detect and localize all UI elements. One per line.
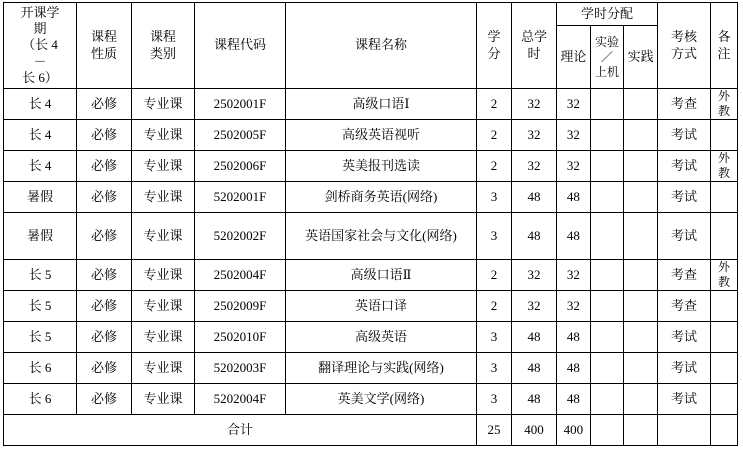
- header-cell-credit: [477, 3, 512, 89]
- cell-practice: [624, 89, 658, 120]
- cell-nature: 必修: [77, 151, 132, 182]
- cell-remark: [711, 260, 738, 291]
- cell-total-hours: 48: [512, 353, 557, 384]
- cell-remark: [711, 89, 738, 120]
- cell-remark-line-1: 外: [717, 260, 730, 274]
- cell-category: 专业课: [132, 322, 195, 353]
- cell-credit: 2: [477, 291, 512, 322]
- header-cell-name: 课程名称: [286, 3, 477, 89]
- cell-theory: 32: [557, 260, 591, 291]
- cell-term: 暑假: [4, 182, 77, 213]
- cell-assessment: 考试: [658, 120, 711, 151]
- cell-nature: 必修: [77, 322, 132, 353]
- cell-category: 专业课: [132, 89, 195, 120]
- cell-total-hours: 400: [512, 415, 557, 446]
- cell-category: 专业课: [132, 353, 195, 384]
- header-category-line-2: 类别: [149, 45, 176, 61]
- cell-name: 高级口语Ⅰ: [286, 89, 477, 120]
- table-row: [4, 353, 738, 384]
- table-row: [4, 151, 738, 182]
- header-term-line-1: 开课学: [20, 4, 60, 20]
- table-row: [4, 89, 738, 120]
- cell-total-lab: [590, 415, 624, 446]
- cell-lab: [590, 120, 624, 151]
- cell-assessment: 考试: [658, 151, 711, 182]
- header-practice-label: 实践: [627, 48, 654, 64]
- cell-term: 长 4: [4, 89, 77, 120]
- cell-code: 5202004F: [195, 384, 286, 415]
- cell-total-credit: 25: [477, 415, 512, 446]
- cell-nature: 必修: [77, 260, 132, 291]
- cell-name: 英美报刊选读: [286, 151, 477, 182]
- cell-nature: 必修: [77, 213, 132, 260]
- cell-total-hours: 32: [512, 151, 557, 182]
- cell-name: 翻译理论与实践(网络): [286, 353, 477, 384]
- cell-term: 长 6: [4, 353, 77, 384]
- header-credit-line-1: 学: [487, 29, 501, 45]
- header-remark-line-2: 注: [717, 45, 731, 61]
- cell-assessment: 考试: [658, 213, 711, 260]
- cell-lab: [590, 384, 624, 415]
- cell-total-practice: [624, 415, 658, 446]
- cell-practice: [624, 151, 658, 182]
- cell-practice: [624, 182, 658, 213]
- cell-assessment: 考试: [658, 384, 711, 415]
- cell-total-hours: 48: [512, 182, 557, 213]
- cell-lab: [590, 260, 624, 291]
- cell-theory: 32: [557, 89, 591, 120]
- cell-practice: [624, 120, 658, 151]
- cell-total-theory: 400: [557, 415, 591, 446]
- header-total-hours-line-1: 总学: [520, 29, 547, 45]
- table-row: [4, 260, 738, 291]
- header-cell-theory: 理论: [557, 26, 591, 89]
- cell-theory: 48: [557, 182, 591, 213]
- table-row: [4, 213, 738, 260]
- cell-lab: [590, 151, 624, 182]
- cell-credit: 2: [477, 260, 512, 291]
- cell-assessment: 考试: [658, 322, 711, 353]
- cell-credit: 2: [477, 151, 512, 182]
- cell-credit: 3: [477, 353, 512, 384]
- cell-code: 2502004F: [195, 260, 286, 291]
- cell-remark-line-1: 外: [717, 89, 730, 103]
- header-row-1: [4, 3, 738, 26]
- cell-name: 高级口语Ⅱ: [286, 260, 477, 291]
- course-plan-table: [3, 2, 738, 446]
- cell-credit: 3: [477, 384, 512, 415]
- cell-total-remark: [711, 415, 738, 446]
- cell-total-hours: 48: [512, 384, 557, 415]
- cell-remark: [711, 182, 738, 213]
- cell-total-hours: 48: [512, 322, 557, 353]
- cell-term: 长 5: [4, 322, 77, 353]
- cell-remark: [711, 353, 738, 384]
- cell-remark-line-2: 教: [717, 166, 730, 180]
- cell-practice: [624, 384, 658, 415]
- table-row: [4, 182, 738, 213]
- cell-assessment: 考试: [658, 182, 711, 213]
- header-cell-assessment: [658, 3, 711, 89]
- header-lab-line-1: 实验: [594, 34, 619, 49]
- cell-assessment: 考试: [658, 353, 711, 384]
- cell-remark: [711, 213, 738, 260]
- cell-term: 长 5: [4, 291, 77, 322]
- header-lab-line-3: 上机: [594, 64, 619, 79]
- cell-total-hours: 32: [512, 120, 557, 151]
- cell-total-assessment: [658, 415, 711, 446]
- cell-name: 高级英语视听: [286, 120, 477, 151]
- cell-theory: 48: [557, 353, 591, 384]
- cell-remark: [711, 384, 738, 415]
- cell-practice: [624, 353, 658, 384]
- cell-theory: 48: [557, 384, 591, 415]
- cell-code: 2502005F: [195, 120, 286, 151]
- cell-code: 5202002F: [195, 213, 286, 260]
- cell-nature: 必修: [77, 120, 132, 151]
- header-cell-lab: [590, 26, 624, 89]
- header-cell-nature: [77, 3, 132, 89]
- cell-remark: [711, 151, 738, 182]
- cell-name: 高级英语: [286, 322, 477, 353]
- table-body: [4, 89, 738, 446]
- header-lab-line-2: ／: [600, 49, 613, 64]
- header-nature-line-1: 课程: [90, 29, 117, 45]
- cell-assessment: 考查: [658, 260, 711, 291]
- cell-practice: [624, 213, 658, 260]
- cell-theory: 32: [557, 291, 591, 322]
- cell-lab: [590, 213, 624, 260]
- cell-remark: [711, 291, 738, 322]
- cell-term: 长 4: [4, 120, 77, 151]
- table-row: [4, 120, 738, 151]
- cell-assessment: 考查: [658, 89, 711, 120]
- cell-total-hours: 48: [512, 213, 557, 260]
- cell-category: 专业课: [132, 182, 195, 213]
- cell-practice: [624, 322, 658, 353]
- cell-assessment: 考查: [658, 291, 711, 322]
- cell-theory: 48: [557, 213, 591, 260]
- cell-name: 英语口译: [286, 291, 477, 322]
- cell-code: 2502001F: [195, 89, 286, 120]
- cell-lab: [590, 322, 624, 353]
- cell-practice: [624, 260, 658, 291]
- header-term-line-5: 长 6）: [22, 69, 58, 85]
- cell-total-hours: 32: [512, 260, 557, 291]
- cell-code: 2502010F: [195, 322, 286, 353]
- header-total-hours-line-2: 时: [527, 45, 541, 61]
- cell-remark-line-1: 外: [717, 151, 730, 165]
- cell-nature: 必修: [77, 353, 132, 384]
- table-row: [4, 384, 738, 415]
- header-nature-line-2: 性质: [90, 45, 117, 61]
- cell-theory: 32: [557, 151, 591, 182]
- cell-category: 专业课: [132, 151, 195, 182]
- cell-term: 暑假: [4, 213, 77, 260]
- cell-code: 2502006F: [195, 151, 286, 182]
- cell-practice: [624, 291, 658, 322]
- table-row: [4, 291, 738, 322]
- cell-total-label: 合计: [4, 415, 477, 446]
- cell-category: 专业课: [132, 260, 195, 291]
- header-remark-line-1: 各: [717, 29, 731, 45]
- cell-nature: 必修: [77, 291, 132, 322]
- header-cell-category: [132, 3, 195, 89]
- header-term-line-3: （长 4: [22, 37, 58, 53]
- cell-nature: 必修: [77, 384, 132, 415]
- table-total-row: [4, 415, 738, 446]
- cell-code: 5202001F: [195, 182, 286, 213]
- cell-credit: 3: [477, 182, 512, 213]
- cell-category: 专业课: [132, 213, 195, 260]
- cell-remark-line-2: 教: [717, 275, 730, 289]
- cell-remark: [711, 120, 738, 151]
- cell-theory: 48: [557, 322, 591, 353]
- cell-category: 专业课: [132, 120, 195, 151]
- cell-remark: [711, 322, 738, 353]
- cell-nature: 必修: [77, 182, 132, 213]
- cell-lab: [590, 353, 624, 384]
- cell-term: 长 6: [4, 384, 77, 415]
- header-term-line-2: 期: [33, 21, 47, 37]
- cell-credit: 3: [477, 322, 512, 353]
- cell-remark-line-2: 教: [717, 104, 730, 118]
- header-cell-total-hours: [512, 3, 557, 89]
- cell-total-hours: 32: [512, 291, 557, 322]
- header-cell-allocation: 学时分配: [557, 3, 658, 26]
- cell-lab: [590, 89, 624, 120]
- header-cell-term: [4, 3, 77, 89]
- cell-lab: [590, 182, 624, 213]
- cell-term: 长 5: [4, 260, 77, 291]
- cell-theory: 32: [557, 120, 591, 151]
- cell-nature: 必修: [77, 89, 132, 120]
- document-page: [0, 2, 743, 463]
- cell-credit: 3: [477, 213, 512, 260]
- cell-name: 英语国家社会与文化(网络): [286, 213, 477, 260]
- cell-credit: 2: [477, 89, 512, 120]
- cell-term: 长 4: [4, 151, 77, 182]
- header-cell-remark: [711, 3, 738, 89]
- header-assessment-line-1: 考核: [670, 29, 697, 45]
- cell-category: 专业课: [132, 384, 195, 415]
- cell-code: 2502009F: [195, 291, 286, 322]
- header-cell-practice: [624, 26, 658, 89]
- cell-credit: 2: [477, 120, 512, 151]
- table-row: [4, 322, 738, 353]
- cell-name: 英美文学(网络): [286, 384, 477, 415]
- header-category-line-1: 课程: [149, 29, 176, 45]
- header-term-line-4: －: [33, 53, 47, 69]
- header-credit-line-2: 分: [487, 45, 501, 61]
- header-assessment-line-2: 方式: [670, 45, 697, 61]
- header-cell-code: 课程代码: [195, 3, 286, 89]
- cell-lab: [590, 291, 624, 322]
- cell-code: 5202003F: [195, 353, 286, 384]
- table-header: [4, 3, 738, 89]
- cell-name: 剑桥商务英语(网络): [286, 182, 477, 213]
- cell-total-hours: 32: [512, 89, 557, 120]
- cell-category: 专业课: [132, 291, 195, 322]
